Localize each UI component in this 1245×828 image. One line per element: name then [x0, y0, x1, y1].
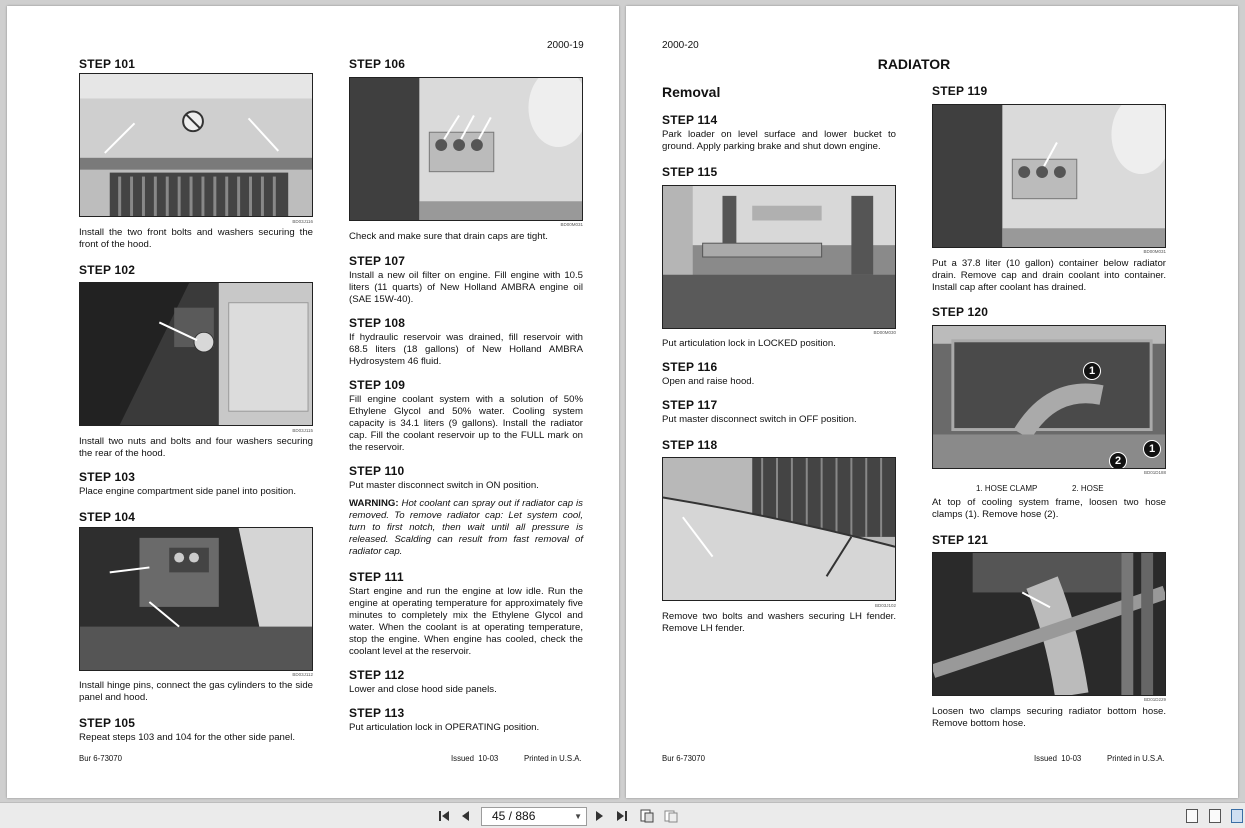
fit-page-icon[interactable]	[639, 808, 655, 824]
step-text: Check and make sure that drain caps are tight.	[349, 231, 548, 242]
figure-code: BD00M031	[1143, 249, 1166, 254]
step-118-photo	[662, 457, 896, 601]
last-page-icon[interactable]	[613, 808, 629, 824]
step-heading: STEP 105	[79, 716, 136, 730]
continuous-view-icon[interactable]	[1209, 809, 1221, 823]
figure-code: BD00M031	[560, 222, 583, 227]
step-text: At top of cooling system frame, loosen two hose clamps (1). Remove hose (2).	[932, 497, 1166, 520]
step-102-photo	[79, 282, 313, 426]
two-page-view-icon[interactable]	[1231, 809, 1243, 823]
footer-printed: Printed in U.S.A.	[524, 754, 582, 763]
step-text: Install a new oil filter on engine. Fill engine with 10.5 liters (11 quarts) of New Holland AMBRA engine oil (SAE 15W-40).	[349, 270, 583, 305]
step-text: Install two nuts and bolts and four washers securing the rear of the hood.	[79, 436, 313, 459]
warning-label: WARNING:	[349, 498, 399, 509]
single-page-view-icon[interactable]	[1186, 809, 1198, 823]
step-104-photo	[79, 527, 313, 671]
callout-1: 1	[1083, 362, 1101, 380]
footer-issued: Issued 10-03	[1034, 754, 1082, 763]
figure-code: BD01D229	[1143, 697, 1166, 702]
warning-text: Hot coolant can spray out if radiator cap is removed. To remove radiator cap: Let system cool, turn to first notch, then wait until all pressure is released. Scalding can result from fast removal of radiator cap.	[349, 498, 583, 557]
step-heading: STEP 114	[662, 113, 718, 127]
step-text: Install the two front bolts and washers securing the front of the hood.	[79, 227, 313, 250]
step-heading: STEP 112	[349, 668, 405, 682]
section-title: RADIATOR	[877, 56, 951, 72]
step-text: Place engine compartment side panel into position.	[79, 486, 297, 497]
page-number: 2000-20	[662, 40, 699, 51]
figure-code: BD03J115	[292, 428, 313, 433]
step-101-photo	[79, 73, 313, 217]
step-heading: STEP 108	[349, 316, 406, 330]
step-119-photo	[932, 104, 1166, 248]
figure-code: BD01D188	[1143, 470, 1166, 475]
step-heading: STEP 120	[932, 305, 989, 319]
step-106-photo	[349, 77, 583, 221]
callout-1: 1	[1143, 440, 1161, 458]
step-heading: STEP 109	[349, 378, 406, 392]
page-number-field[interactable]	[481, 807, 587, 826]
legend-item: 2. HOSE	[1072, 484, 1104, 493]
footer-doc-number: Bur 6-73070	[662, 754, 705, 763]
step-heading: STEP 113	[349, 706, 405, 720]
step-heading: STEP 111	[349, 570, 404, 584]
viewer-toolbar	[0, 802, 1245, 828]
step-text: Put master disconnect switch in OFF position.	[662, 414, 857, 425]
page-number: 2000-19	[547, 40, 584, 51]
right-page	[626, 6, 1238, 798]
step-heading: STEP 110	[349, 464, 405, 478]
step-heading: STEP 107	[349, 254, 406, 268]
step-heading: STEP 106	[349, 57, 406, 71]
step-text: Repeat steps 103 and 104 for the other side panel.	[79, 732, 296, 743]
callout-2: 2	[1109, 452, 1127, 469]
subsection-title: Removal	[662, 84, 721, 100]
step-text: Fill engine coolant system with a solution of 50% Ethylene Glycol and 50% water. Cooling system capacity is 34.1 liters (9 gallons). Install the radiator cap. Fill the coolant reservoir up to the FULL mark on the reservoir.	[349, 394, 583, 453]
step-heading: STEP 115	[662, 165, 718, 179]
footer-printed: Printed in U.S.A.	[1107, 754, 1165, 763]
step-text: Start engine and run the engine at low idle. Run the engine at operating temperature for approximately five minutes to completely mix the Ethylene Glycol and water. When the coolant is at operating temperature, stop the engine. When engine has cooled, check the coolant level at the reservoir.	[349, 586, 583, 657]
previous-page-icon[interactable]	[458, 808, 474, 824]
figure-code: BD03J102	[874, 603, 896, 608]
step-121-photo	[932, 552, 1166, 696]
figure-code: BD03J116	[292, 219, 313, 224]
footer-doc-number: Bur 6-73070	[79, 754, 122, 763]
step-text: Put articulation lock in LOCKED position.	[662, 338, 836, 349]
step-text: Install hinge pins, connect the gas cylinders to the side panel and hood.	[79, 680, 313, 703]
step-text: Lower and close hood side panels.	[349, 684, 497, 695]
step-text: Remove two bolts and washers securing LH fender. Remove LH fender.	[662, 611, 896, 634]
warning-note	[349, 498, 583, 558]
footer-issued: Issued 10-03	[451, 754, 499, 763]
chevron-down-icon[interactable]: ▼	[574, 812, 582, 821]
step-text: Put articulation lock in OPERATING position.	[349, 722, 540, 733]
step-text: If hydraulic reservoir was drained, fill reservoir with 68.5 liters (18 gallons) of New Holland AMBRA Hydrosystem 46 fluid.	[349, 332, 583, 367]
step-heading: STEP 116	[662, 360, 718, 374]
step-heading: STEP 119	[932, 84, 988, 98]
step-120-photo	[932, 325, 1166, 469]
next-page-icon[interactable]	[591, 808, 607, 824]
fit-width-icon[interactable]	[663, 808, 679, 824]
first-page-icon[interactable]	[437, 808, 453, 824]
step-text: Park loader on level surface and lower bucket to ground. Apply parking brake and shut down engine.	[662, 129, 896, 152]
figure-code: BD03J112	[292, 672, 313, 677]
step-heading: STEP 103	[79, 470, 136, 484]
page-indicator: 45 / 886	[492, 809, 536, 823]
step-heading: STEP 101	[79, 57, 136, 71]
left-page	[7, 6, 619, 798]
figure-code: BD00M030	[873, 330, 896, 335]
step-115-photo	[662, 185, 896, 329]
step-text: Open and raise hood.	[662, 376, 755, 387]
step-heading: STEP 121	[932, 533, 989, 547]
step-text: Loosen two clamps securing radiator bottom hose. Remove bottom hose.	[932, 706, 1166, 729]
step-text: Put a 37.8 liter (10 gallon) container below radiator drain. Remove cap and drain coolant into container. Install cap after coolant has drained.	[932, 258, 1166, 293]
step-heading: STEP 102	[79, 263, 136, 277]
step-heading: STEP 117	[662, 398, 718, 412]
step-heading: STEP 104	[79, 510, 136, 524]
step-heading: STEP 118	[662, 438, 718, 452]
step-text: Put master disconnect switch in ON position.	[349, 480, 539, 491]
legend-item: 1. HOSE CLAMP	[976, 484, 1038, 493]
